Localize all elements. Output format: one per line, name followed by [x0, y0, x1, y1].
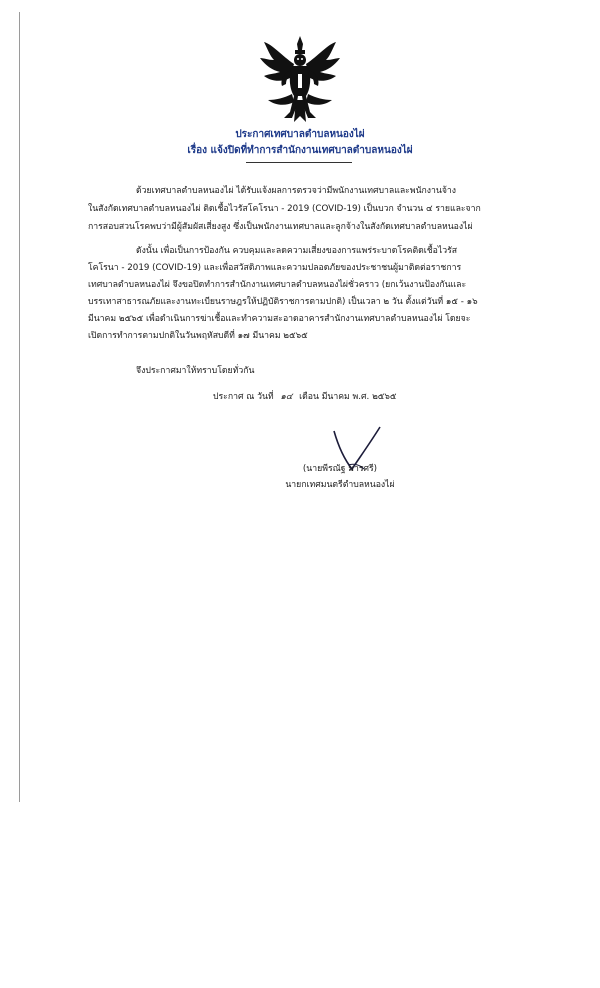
paragraph-2: [88, 246, 478, 342]
garuda-emblem-icon: [258, 34, 342, 126]
signer-position: นายกเทศมนตรีตำบลหนองไผ่: [285, 480, 395, 490]
paragraph-2-line: โคโรนา - 2019 (COVID-19) และเพื่อสวัสดิภาพและความปลอดภัยของประชาชนผู้มาติดต่อราชการ: [88, 263, 462, 273]
date-prefix: ประกาศ ณ วันที่: [213, 392, 274, 402]
paragraph-2-line: มีนาคม ๒๕๖๕ เพื่อดำเนินการฆ่าเชื้อและทำความสะอาดอาคารสำนักงานเทศบาลตำบลหนองไผ่ โดยจะ: [88, 314, 471, 324]
paragraph-2-line: บรรเทาสาธารณภัยและงานทะเบียนราษฎรให้ปฏิบัติราชการตามปกติ) เป็นเวลา ๒ วัน ตั้งแต่วันที่ ๑๕ - ๑๖: [88, 297, 478, 307]
closing-line: [88, 366, 254, 377]
paragraph-1-line: ด้วยเทศบาลตำบลหนองไผ่ ได้รับแจ้งผลการตรวจว่ามีพนักงานเทศบาลและพนักงานจ้าง: [136, 186, 457, 196]
paragraph-2-line: เปิดการทำการตามปกติในวันพฤหัสบดีที่ ๑๗ มีนาคม ๒๕๖๕: [88, 331, 308, 341]
date-day: ๑๔: [280, 392, 293, 402]
announcement-subject: เรื่อง แจ้งปิดที่ทำการสำนักงานเทศบาลตำบลหนองไผ่: [187, 145, 413, 156]
paragraph-2-line: ดังนั้น เพื่อเป็นการป้องกัน ควบคุมและลดความเสี่ยงของการแพร่ระบาดโรคติดเชื้อไวรัส: [136, 246, 458, 256]
date-line: [213, 389, 396, 403]
announcement-title: ประกาศเทศบาลตำบลหนองไผ่: [235, 129, 365, 140]
paragraph-2-line: เทศบาลตำบลหนองไผ่ จึงขอปิดทำการสำนักงานเทศบาลตำบลหนองไผ่ชั่วคราว (ยกเว้นงานป้องกันและ: [88, 280, 467, 290]
paragraph-1-line: ในสังกัดเทศบาลตำบลหนองไผ่ ติดเชื้อไวรัสโคโรนา - 2019 (COVID-19) เป็นบวก จำนวน ๔ รายและจาก: [88, 204, 481, 214]
paragraph-1: [88, 186, 481, 233]
title-divider: [246, 162, 352, 163]
date-suffix: เดือน มีนาคม พ.ศ. ๒๕๖๕: [299, 392, 397, 402]
paragraph-1-line: การสอบสวนโรคพบว่ามีผู้สัมผัสเสี่ยงสูง ซึ่งเป็นพนักงานเทศบาลและลูกจ้างในสังกัดเทศบาลตำบลหนองไผ่: [88, 222, 473, 232]
signer-name: (นายพีรณัฐ มารศรี): [302, 464, 378, 474]
closing-text: จึงประกาศมาให้ทราบโดยทั่วกัน: [136, 366, 255, 376]
